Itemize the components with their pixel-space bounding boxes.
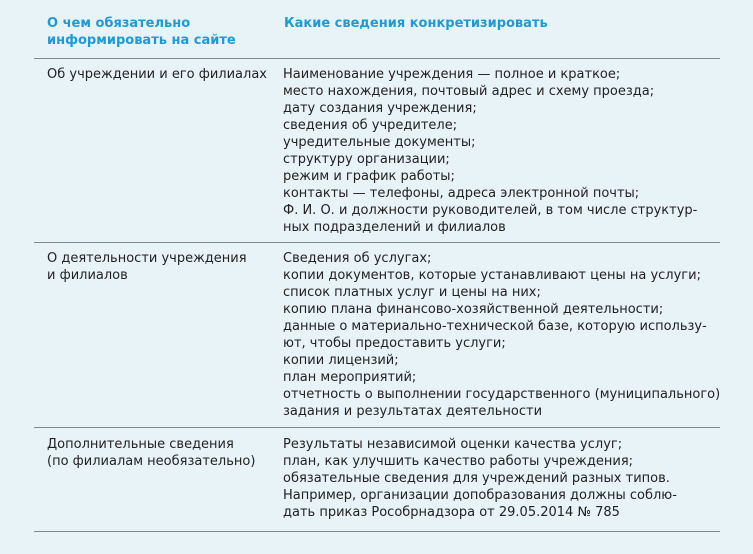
row-divider xyxy=(34,242,720,243)
detail-line: сведения об учредителе; xyxy=(283,118,458,133)
detail-line: Сведения об услугах; xyxy=(283,251,432,266)
detail-line: Наименование учреждения — полное и краткое; xyxy=(283,67,621,82)
table-row xyxy=(0,66,753,240)
detail-line: режим и график работы; xyxy=(283,169,455,184)
row-details xyxy=(283,250,723,420)
detail-line: копии документов, которые устанавливают цены на услуги; xyxy=(283,268,701,283)
detail-line: ют, чтобы предоставить услуги; xyxy=(283,336,506,351)
table-bottom-rule xyxy=(34,531,720,532)
detail-line: отчетность о выполнении государственного (муниципального) xyxy=(283,387,721,402)
detail-line: Например, организации допобразования должны соблю- xyxy=(283,488,677,503)
row-details xyxy=(283,66,723,236)
detail-line: копию плана финансово-хозяйственной деятельности; xyxy=(283,302,664,317)
row-category: О деятельности учреждения и филиалов xyxy=(47,251,247,283)
table-header xyxy=(0,0,753,58)
detail-line: место нахождения, почтовый адрес и схему проезда; xyxy=(283,84,655,99)
header-divider xyxy=(34,58,720,59)
detail-line: структуру организации; xyxy=(283,152,450,167)
detail-line: обязательные сведения для учреждений разных типов. xyxy=(283,471,670,486)
detail-line: контакты — телефоны, адреса электронной почты; xyxy=(283,186,640,201)
table-row xyxy=(0,250,753,424)
row-category: Об учреждении и его филиалах xyxy=(47,67,267,82)
header-col-what: О чем обязательно информировать на сайте xyxy=(47,16,236,48)
detail-line: задания и результатах деятельности xyxy=(283,404,543,419)
detail-line: план, как улучшить качество работы учреждения; xyxy=(283,454,634,469)
detail-line: план мероприятий; xyxy=(283,370,417,385)
detail-line: список платных услуг и цены на них; xyxy=(283,285,541,300)
detail-line: Результаты независимой оценки качества услуг; xyxy=(283,437,623,452)
detail-line: данные о материально-технической базе, которую использу- xyxy=(283,319,707,334)
detail-line: Ф. И. О. и должности руководителей, в том числе структур- xyxy=(283,203,698,218)
header-col-details: Какие сведения конкретизировать xyxy=(284,16,548,31)
detail-line: дату создания учреждения; xyxy=(283,101,477,116)
row-divider xyxy=(34,427,720,428)
table-row xyxy=(0,436,753,526)
detail-line: копии лицензий; xyxy=(283,353,399,368)
detail-line: дать приказ Рособрнадзора от 29.05.2014 № 785 xyxy=(283,505,620,520)
detail-line: ных подразделений и филиалов xyxy=(283,220,506,235)
row-category: Дополнительные сведения (по филиалам необязательно) xyxy=(47,437,256,469)
detail-line: учредительные документы; xyxy=(283,135,476,150)
row-details xyxy=(283,436,723,521)
